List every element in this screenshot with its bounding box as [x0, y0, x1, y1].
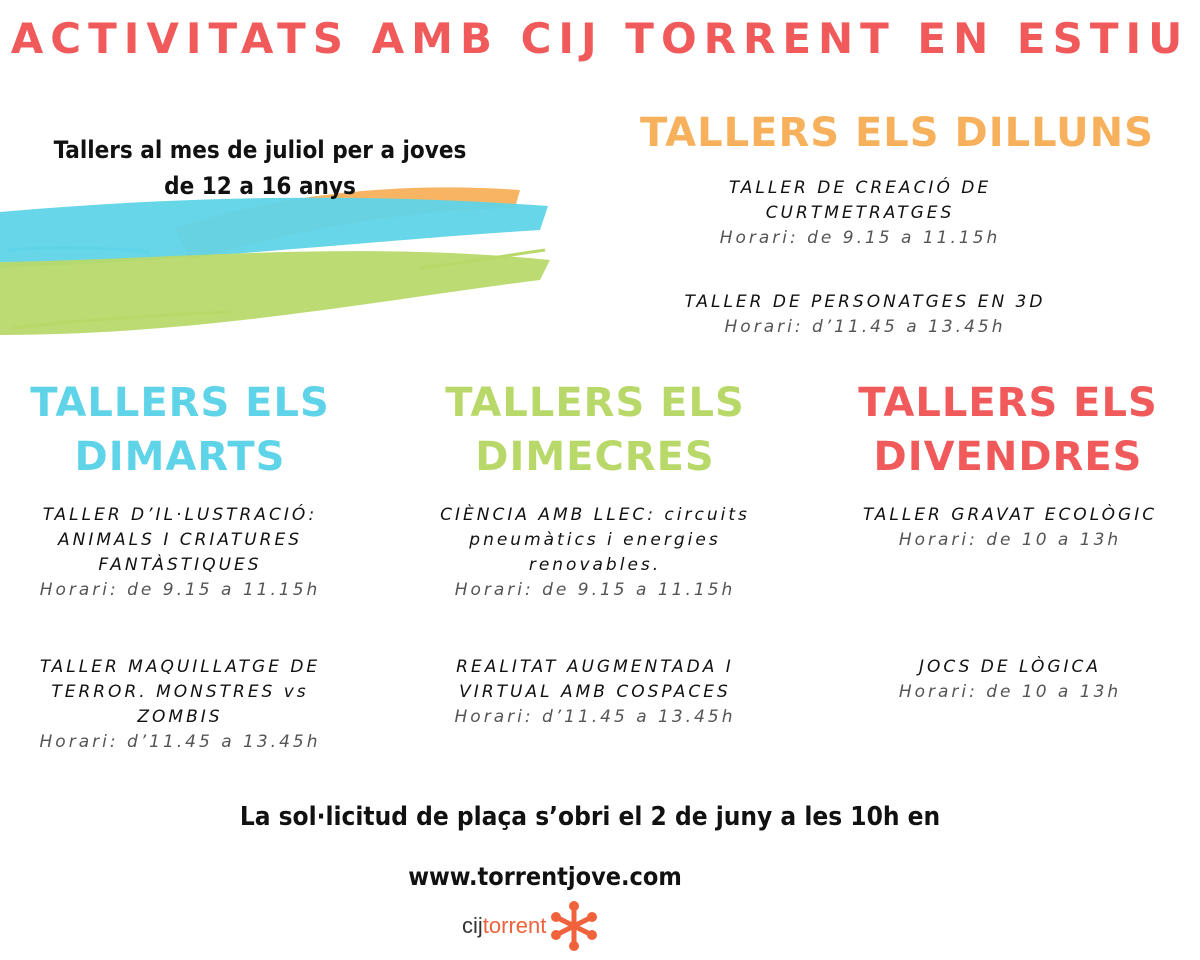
- page-title: ACTIVITATS AMB CIJ TORRENT EN ESTIU: [10, 14, 1190, 63]
- workshop-name: TALLER MAQUILLATGE DE TERROR. MONSTRES vs ZOMBIS: [39, 657, 321, 727]
- heading-friday: TALLERS ELS DIVENDRES: [858, 380, 1158, 480]
- workshop-name: CIÈNCIA AMB LLEC: circuits pneumàtics i energies renovables.: [440, 505, 750, 575]
- workshop-time: Horari: de 9.15 a 11.15h: [719, 228, 1001, 248]
- heading-wednesday: TALLERS ELS DIMECRES: [445, 380, 745, 480]
- heading-monday: TALLERS ELS DILLUNS: [640, 110, 1154, 156]
- logo-accent: torrent: [482, 913, 547, 938]
- workshop-friday-1: [830, 503, 1190, 553]
- intro-text: Tallers al mes de juliol per a joves de 12 a 16 anys: [53, 136, 467, 200]
- logo-prefix: cij: [462, 913, 483, 938]
- workshop-monday-2: [640, 290, 1090, 340]
- workshop-time: Horari: d’11.45 a 13.45h: [724, 317, 1006, 337]
- workshop-name: REALITAT AUGMENTADA I VIRTUAL AMB COSPACES: [456, 657, 734, 702]
- workshop-time: Horari: de 9.15 a 11.15h: [39, 580, 321, 600]
- workshop-name: TALLER D’IL·LUSTRACIÓ: ANIMALS I CRIATURES FANTÀSTIQUES: [42, 505, 318, 575]
- workshop-tuesday-1: [10, 503, 350, 603]
- workshop-name: TALLER DE CREACIÓ DE CURTMETRATGES: [728, 178, 992, 223]
- workshop-name: JOCS DE LÒGICA: [918, 657, 1102, 677]
- workshop-wednesday-1: [415, 503, 775, 603]
- logo-text: [462, 913, 546, 939]
- workshop-time: Horari: de 9.15 a 11.15h: [454, 580, 736, 600]
- cij-torrent-logo: [462, 896, 602, 956]
- workshop-time: Horari: d’11.45 a 13.45h: [454, 707, 736, 727]
- workshop-name: TALLER DE PERSONATGES EN 3D: [684, 292, 1046, 312]
- workshop-monday-1: [660, 176, 1060, 251]
- workshop-time: Horari: de 10 a 13h: [898, 530, 1122, 550]
- workshop-time: Horari: de 10 a 13h: [898, 682, 1122, 702]
- application-info: La sol·licitud de plaça s’obri el 2 de juny a les 10h en: [239, 802, 941, 832]
- workshop-tuesday-2: [10, 655, 350, 755]
- workshop-wednesday-2: [415, 655, 775, 730]
- workshop-time: Horari: d’11.45 a 13.45h: [39, 732, 321, 752]
- heading-tuesday: TALLERS ELS DIMARTS: [30, 380, 330, 480]
- workshop-name: TALLER GRAVAT ECOLÒGIC: [862, 505, 1158, 525]
- workshop-friday-2: [830, 655, 1190, 705]
- website-link[interactable]: www.torrentjove.com: [408, 862, 682, 891]
- cij-torrent-logo-icon: [546, 898, 602, 954]
